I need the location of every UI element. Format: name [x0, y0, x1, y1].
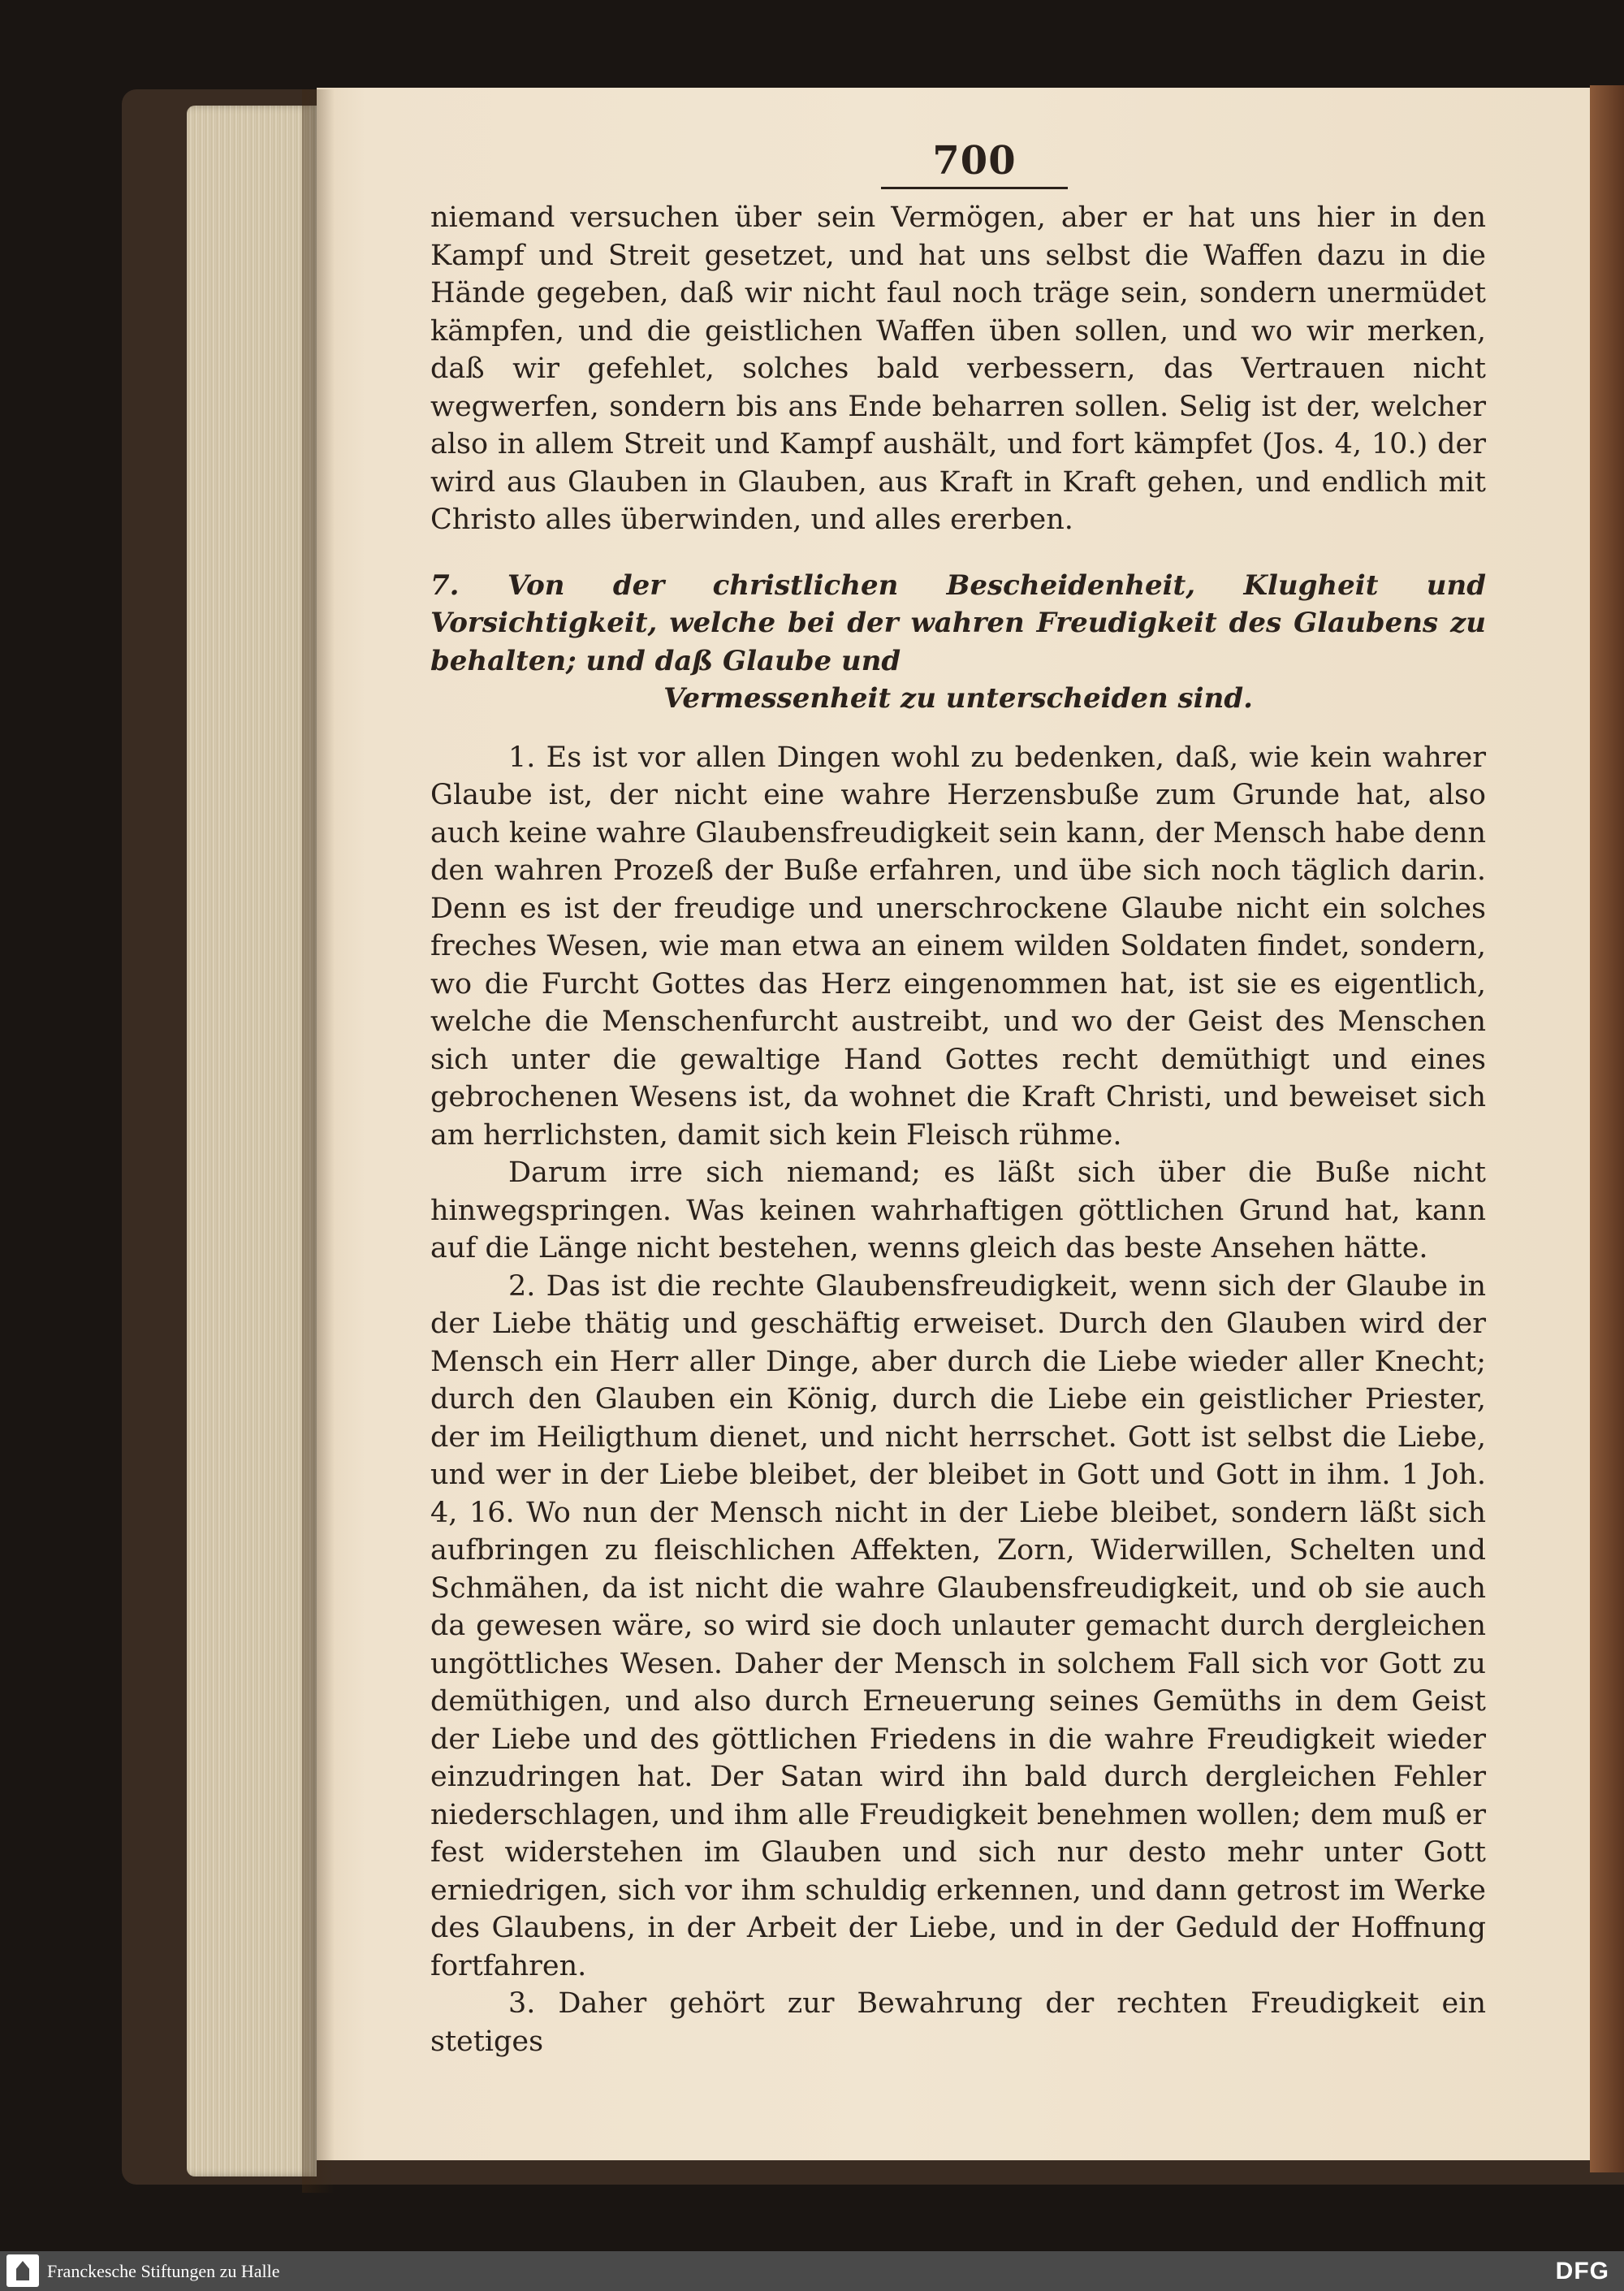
page-number: 700: [881, 138, 1068, 189]
page-text: [430, 138, 1486, 2060]
viewer-footer: [0, 2251, 1624, 2291]
paragraph: niemand versuchen über sein Vermögen, aber er hat uns hier in den Kampf und Streit gesetzet, und hat uns selbst die Waffen dazu in die Hände gegeben, daß wir nicht faul noch träge sein, sondern unermüdet kämpfen, und die geistlichen Waffen üben sollen, und wo wir merken, daß wir gefehlet, solches bald verbessern, das Vertrauen nicht wegwerfen, sondern bis ans Ende beharren sollen. Selig ist der, welcher also in allem Streit und Kampf aushält, und fort kämpfet (Jos. 4, 10.) der wird aus Glauben in Glauben, aus Kraft in Kraft gehen, und endlich mit Christo alles überwinden, und alles ererben.: [430, 201, 1486, 536]
spine-shadow: [302, 89, 335, 2193]
paragraph: 1. Es ist vor allen Dingen wohl zu bedenken, daß, wie kein wahrer Glaube ist, der nicht eine wahre Herzensbuße zum Grunde hat, also auch keine wahre Glaubensfreudigkeit sein kann, der Mensch habe denn den wahren Prozeß der Buße erfahren, und übe sich noch täglich darin. Denn es ist der freudige und unerschrockene Glaube nicht ein solches freches Wesen, wie man etwa an einem wilden Soldaten findet, sondern, wo die Furcht Gottes das Herz eingenommen hat, ist sie es eigentlich, welche die Menschenfurcht austreibt, und wo der Geist des Menschen sich unter die gewaltige Hand Gottes recht demüthigt und eines gebrochenen Wesens ist, da wohnet die Kraft Christi, und beweiset sich am herrlichsten, damit sich kein Fleisch rühme.: [430, 741, 1486, 1152]
book-back-board: [1590, 85, 1624, 2172]
section-heading: [430, 567, 1486, 718]
institution-logo-icon: [6, 2254, 39, 2287]
section-heading-line: Vermessenheit zu unterscheiden sind.: [663, 682, 1253, 715]
dfg-logo: DFG: [1555, 2258, 1609, 2285]
paragraph: 2. Das ist die rechte Glaubensfreudigkeit, wenn sich der Glaube in der Liebe thätig und geschäftig erweiset. Durch den Glauben wird der Mensch ein Herr aller Dinge, aber durch die Liebe wieder aller Knecht; durch den Glauben ein König, durch die Liebe ein geistlicher Priester, der im Heiligthum dienet, und nicht herrschet. Gott ist selbst die Liebe, und wer in der Liebe bleibet, der bleibet in Gott und Gott in ihm. 1 Joh. 4, 16. Wo nun der Mensch nicht in der Liebe bleibet, sondern läßt sich aufbringen zu fleischlichen Affekten, Zorn, Widerwillen, Schelten und Schmähen, da ist nicht die wahre Glaubensfreudigkeit, und ob sie auch da gewesen wäre, so wird sie doch unlauter gemacht durch dergleichen ungöttliches Wesen. Daher der Mensch in solchem Fall sich vor Gott zu demüthigen, und also durch Erneuerung seines Gemüths in dem Geist der Liebe und des göttlichen Friedens in die wahre Freudigkeit wieder einzudringen hat. Der Satan wird ihn bald durch dergleichen Fehler niederschlagen, und ihm alle Freudigkeit benehmen wollen; dem muß er fest widerstehen im Glauben und sich nur desto mehr unter Gott erniedrigen, sich vor ihm schuldig erkennen, und dann getrost im Werke des Glaubens, in der Arbeit der Liebe, und in der Geduld der Hoffnung fortfahren.: [430, 1269, 1486, 1982]
section-heading-line: 7. Von der christlichen Bescheidenheit, Klugheit und Vorsichtigkeit, welche bei der wahren Freudigkeit des Glaubens zu behalten; und daß Glaube und: [430, 568, 1486, 677]
paragraph: Darum irre sich niemand; es läßt sich über die Buße nicht hinwegspringen. Was keinen wahrhaftigen göttlichen Grund hat, kann auf die Länge nicht bestehen, wenns gleich das beste Ansehen hätte.: [430, 1156, 1486, 1264]
page-edges: [187, 106, 317, 2176]
paragraph: 3. Daher gehört zur Bewahrung der rechten Freudigkeit ein stetiges: [430, 1987, 1486, 2058]
institution-name: Franckesche Stiftungen zu Halle: [47, 2261, 280, 2281]
